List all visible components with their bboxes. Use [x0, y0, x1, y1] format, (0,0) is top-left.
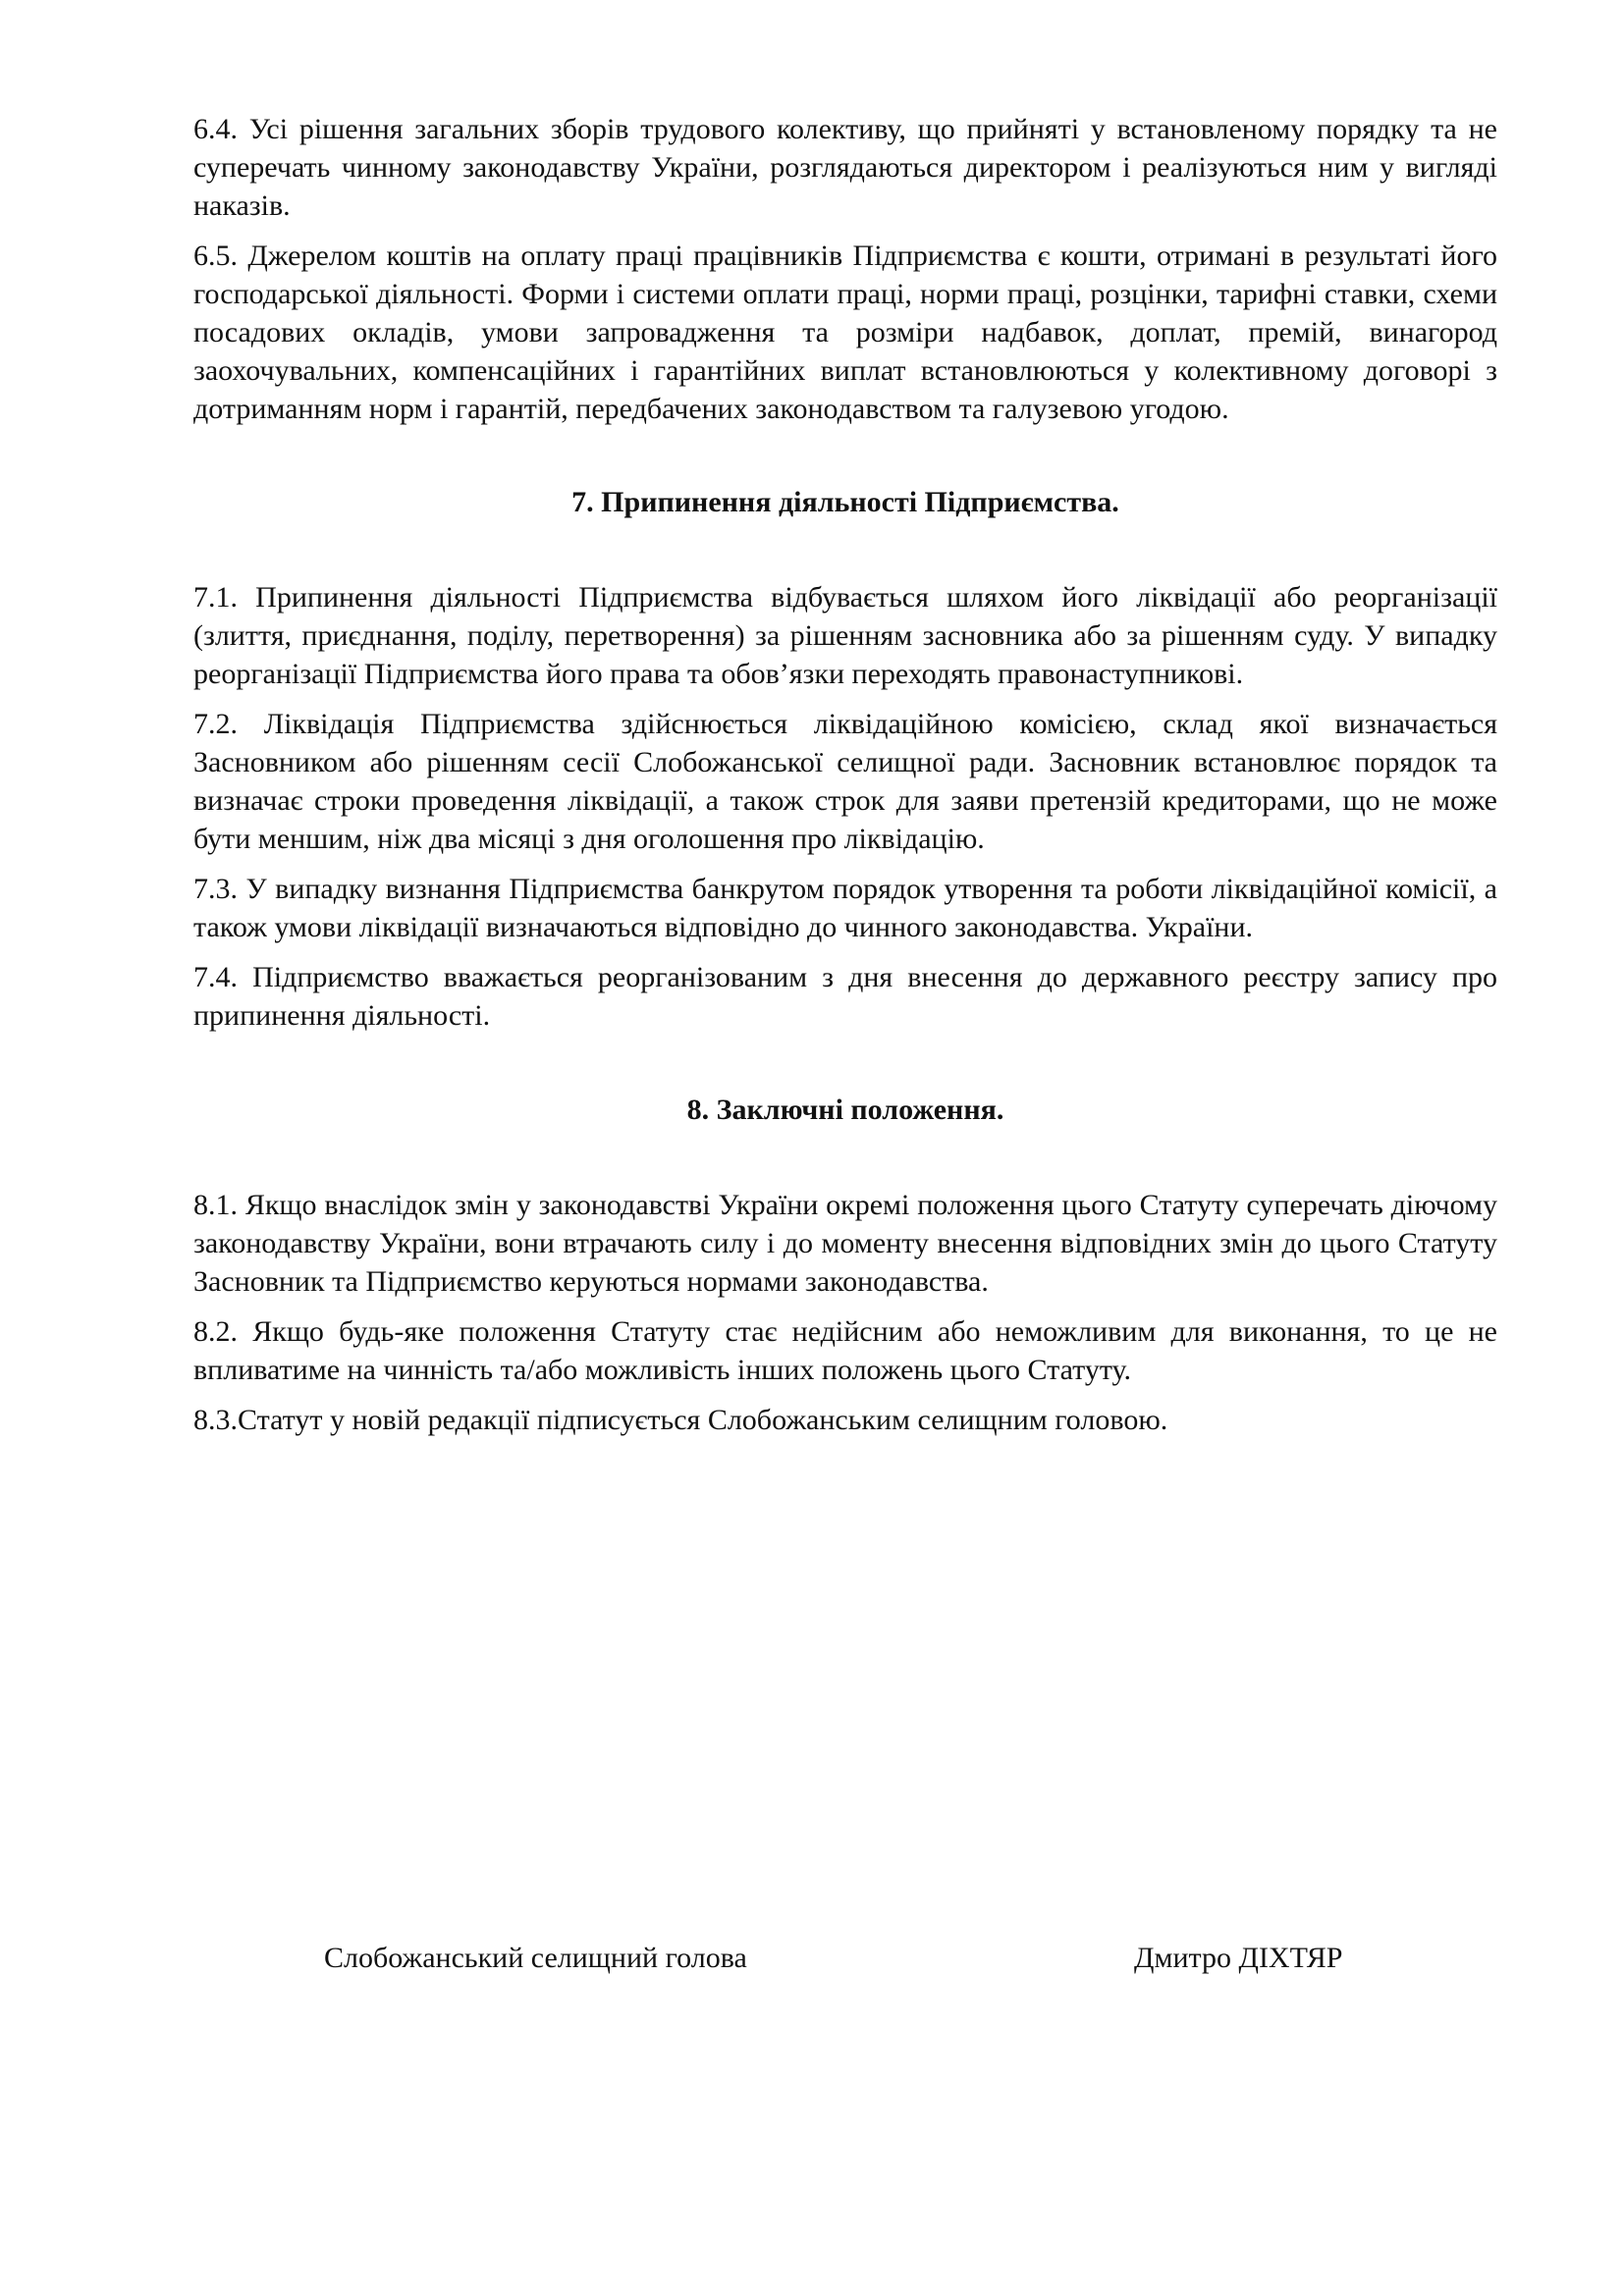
paragraph-7-1: 7.1. Припинення діяльності Підприємства відбувається шляхом його ліквідації або реорганізації (злиття, приєднання, поділу, перетворення) за рішенням засновника або за рішенням суду. У випадку реорганізації Підприємства його права та обов’язки переходять правонаступникові.: [193, 581, 1497, 690]
paragraph-8-1: 8.1. Якщо внаслідок змін у законодавстві України окремі положення цього Статуту суперечать діючому законодавству України, вони втрачають силу і до моменту внесення відповідних змін до цього Статуту Засновник та Підприємство керуються нормами законодавства.: [193, 1189, 1497, 1298]
paragraph-8-2: 8.2. Якщо будь-яке положення Статуту стає недійсним або неможливим для виконання, то це не впливатиме на чинність та/або можливість інших положень цього Статуту.: [193, 1315, 1497, 1386]
paragraph-6-5: 6.5. Джерелом коштів на оплату праці працівників Підприємства є кошти, отримані в результаті його господарської діяльності. Форми і системи оплати праці, норми праці, розцінки, тарифні ставки, схеми посадових окладів, умови запровадження та розміри надбавок, доплат, премій, винагород заохочувальних, компенсаційних і гарантійних виплат встановлюються у колективному договорі з дотриманням норм і гарантій, передбачених законодавством та галузевою угодою.: [193, 240, 1497, 425]
section-7-heading: 7. Припинення діяльності Підприємства.: [571, 486, 1119, 518]
document-page: [193, 110, 1497, 1974]
section-8-heading: 8. Заключні положення.: [686, 1094, 1004, 1126]
signatory-title: Слобожанський селищний голова: [324, 1942, 747, 1974]
paragraph-8-3: 8.3.Статут у новій редакції підписується Слобожанським селищним головою.: [193, 1404, 1168, 1436]
paragraph-7-3: 7.3. У випадку визнання Підприємства банкрутом порядок утворення та роботи ліквідаційної комісії, а також умови ліквідації визначаються відповідно до чинного законодавства. України.: [193, 873, 1497, 943]
paragraph-7-2: 7.2. Ліквідація Підприємства здійснюється ліквідаційною комісією, склад якої визначається Засновником або рішенням сесії Слобожанської селищної ради. Засновник встановлює порядок та визначає строки проведення ліквідації, а також строк для заяви претензій кредиторами, що не може бути меншим, ніж два місяці з дня оголошення про ліквідацію.: [193, 708, 1497, 855]
paragraph-7-4: 7.4. Підприємство вважається реорганізованим з дня внесення до державного реєстру запису про припинення діяльності.: [193, 961, 1497, 1032]
paragraph-6-4: 6.4. Усі рішення загальних зборів трудового колективу, що прийняті у встановленому порядку та не суперечать чинному законодавству України, розглядаються директором і реалізуються ним у вигляді наказів.: [193, 113, 1497, 222]
signatory-name: Дмитро ДІХТЯР: [1134, 1942, 1343, 1974]
signature-block: [193, 1939, 1497, 1978]
